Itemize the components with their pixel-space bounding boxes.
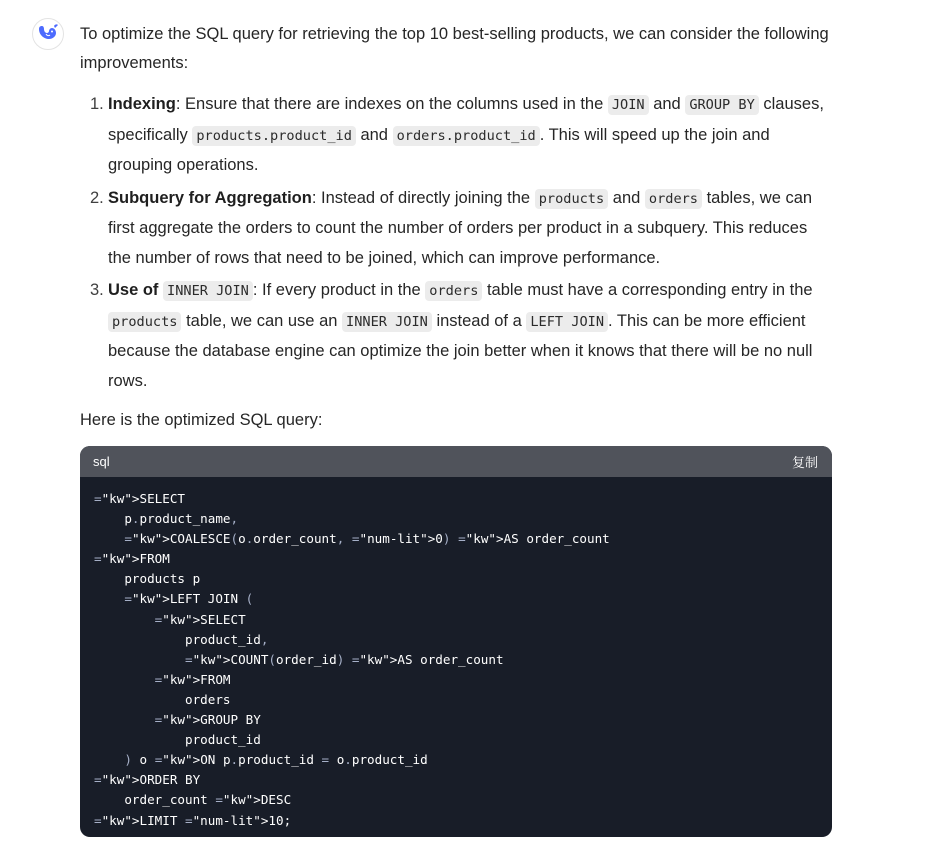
code-content[interactable] xyxy=(80,477,832,831)
code-block-header xyxy=(80,446,832,477)
list-number: 3. xyxy=(90,281,104,299)
inline-code: products.product_id xyxy=(192,126,356,146)
list-number: 2. xyxy=(90,188,104,207)
code-line: ="kw">GROUP BY xyxy=(154,712,261,728)
code-line: order_count ="kw">DESC xyxy=(94,792,292,808)
copy-code-button[interactable]: 复制 xyxy=(791,455,818,470)
inline-code: LEFT JOIN xyxy=(526,312,608,332)
point-title: Indexing xyxy=(108,95,176,113)
list-item xyxy=(90,276,832,396)
point-text: and xyxy=(355,125,393,144)
code-line: ="kw">COUNT(order_id) ="kw">AS order_count xyxy=(185,651,504,667)
code-block xyxy=(80,446,832,837)
inline-code: INNER JOIN xyxy=(163,281,253,301)
list-item xyxy=(90,90,832,181)
code-line: ="kw">ORDER BY xyxy=(94,772,201,788)
code-line: ="kw">LEFT JOIN ( xyxy=(124,591,254,607)
point-text: table must have a corresponding entry in the xyxy=(482,281,813,299)
code-line: ="kw">SELECT xyxy=(154,611,246,627)
code-line: product_id, xyxy=(94,631,269,647)
improvement-list xyxy=(80,90,832,396)
inline-code: orders xyxy=(645,189,702,209)
code-line: ="kw">COALESCE(o.order_count, ="num-lit">0) ="kw">AS order_count xyxy=(124,531,610,547)
point-text: clauses, specifically xyxy=(108,95,824,144)
point-title: Subquery for Aggregation xyxy=(108,188,312,207)
inline-code: GROUP BY xyxy=(685,95,758,115)
list-item xyxy=(90,184,832,274)
assistant-message xyxy=(80,20,832,435)
inline-code: JOIN xyxy=(608,95,649,115)
code-line: products p xyxy=(94,571,201,587)
assistant-avatar xyxy=(32,18,64,50)
inline-code: products xyxy=(108,312,181,332)
code-intro-text: Here is the optimized SQL query: xyxy=(80,411,323,429)
inline-code: orders.product_id xyxy=(393,126,540,146)
point-text: : Ensure that there are indexes on the columns used in the xyxy=(175,95,608,113)
message-intro: To optimize the SQL query for retrieving the top 10 best-selling products, we can consider the following improvements: xyxy=(80,25,829,72)
inline-code: INNER JOIN xyxy=(342,312,432,332)
point-text: and xyxy=(648,95,686,113)
code-line: orders xyxy=(94,691,231,707)
inline-code: orders xyxy=(425,281,482,301)
point-text: . This can be more efficient because the database engine can optimize the join better when it knows that there will be no null rows. xyxy=(108,311,813,390)
code-line: ="kw">FROM xyxy=(94,551,170,567)
whale-logo-icon xyxy=(37,23,59,46)
code-language-label: sql xyxy=(93,454,110,469)
inline-code: products xyxy=(535,189,608,209)
code-line: ="kw">SELECT xyxy=(94,491,185,506)
point-text: : Instead of directly joining the xyxy=(311,188,535,207)
code-line: ="kw">LIMIT ="num-lit">10; xyxy=(94,812,292,828)
point-text: tables, we can first aggregate the orders to count the number of orders per product in a subquery. This reduces the number of rows that need to be joined, which can improve performance. xyxy=(108,188,813,267)
list-number: 1. xyxy=(90,95,104,113)
code-line: p.product_name, xyxy=(94,511,239,527)
point-text: instead of a xyxy=(431,311,527,330)
code-line: product_id xyxy=(94,732,261,748)
point-text: and xyxy=(608,188,645,207)
point-text: . This will speed up the join and grouping operations. xyxy=(108,125,770,174)
point-text: table, we can use an xyxy=(181,311,343,330)
code-line: ="kw">FROM xyxy=(154,671,231,687)
code-line: ) o ="kw">ON p.product_id = o.product_id xyxy=(124,752,428,768)
point-title: Use of xyxy=(108,281,164,299)
point-text: : If every product in the xyxy=(252,281,426,299)
